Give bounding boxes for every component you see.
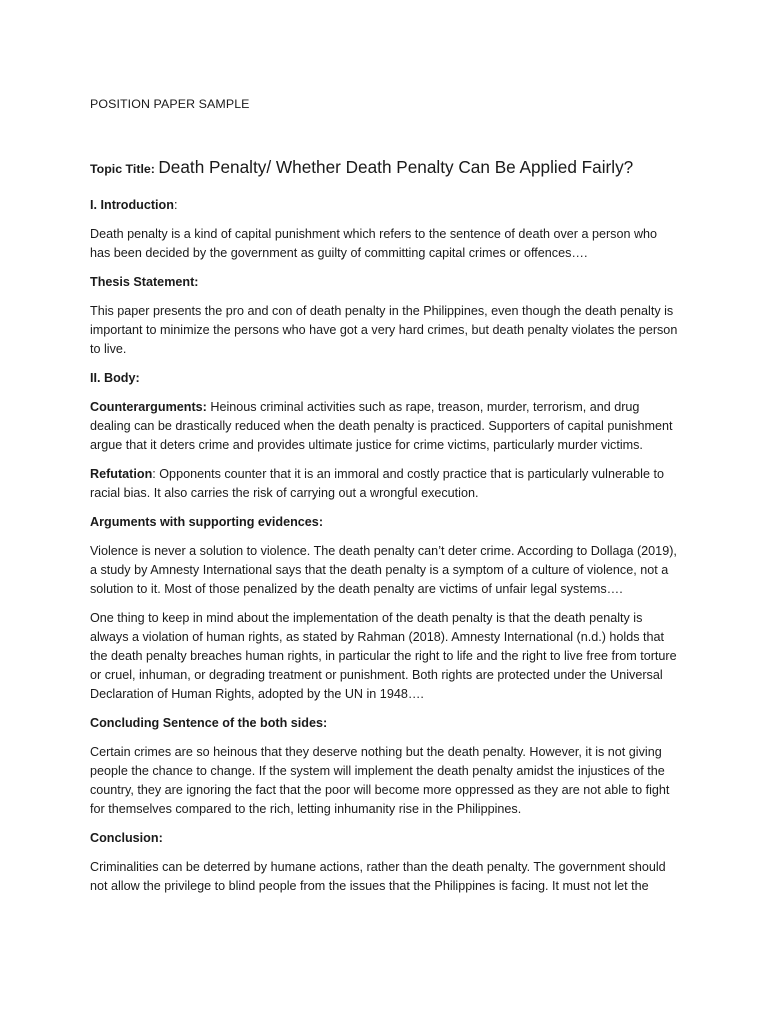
- document-title-line: [90, 156, 680, 180]
- arguments-heading: Arguments with supporting evidences:: [90, 515, 324, 529]
- refutation-text: : Opponents counter that it is an immoral and costly practice that is particularly vulnerable to racial bias. It also carries the risk of carrying out a wrongful execution.: [90, 467, 664, 500]
- concluding-heading: Concluding Sentence of the both sides:: [90, 716, 328, 730]
- thesis-heading: Thesis Statement:: [90, 275, 199, 289]
- concluding-paragraph: Certain crimes are so heinous that they deserve nothing but the death penalty. However, it is not giving people the chance to change. If the system will implement the death penalty amidst the injustices of the country, they are ignoring the fact that the poor will become more oppressed as they are not able to fight for themselves compared to the rich, letting inhumanity rise in the Philippines.: [90, 745, 670, 816]
- document-title: Death Penalty/ Whether Death Penalty Can Be Applied Fairly?: [158, 157, 634, 177]
- counterarguments-paragraph: [90, 398, 680, 455]
- arguments-paragraph-2: One thing to keep in mind about the implementation of the death penalty is that the death penalty is always a violation of human rights, as stated by Rahman (2018). Amnesty International (n.d.) holds that the death penalty breaches human rights, in particular the right to life and the right to live free from torture or cruel, inhuman, or degrading treatment or punishment. Both rights are protected under the Universal Declaration of Human Rights, adopted by the UN in 1948….: [90, 611, 677, 701]
- title-prefix: Topic Title:: [90, 162, 159, 176]
- document-label: POSITION PAPER SAMPLE: [90, 97, 250, 111]
- counterarguments-label: Counterarguments:: [90, 400, 207, 414]
- conclusion-heading: Conclusion:: [90, 831, 163, 845]
- arguments-paragraph-1: Violence is never a solution to violence. The death penalty can’t deter crime. According to Dollaga (2019), a study by Amnesty International says that the death penalty is a symptom of a culture of violence, not a solution to it. Most of those penalized by the death penalty are victims of unfair legal systems….: [90, 544, 677, 596]
- conclusion-paragraph: Criminalities can be deterred by humane actions, rather than the death penalty. The government should not allow the privilege to blind people from the issues that the Philippines is facing. It must not let the: [90, 860, 666, 893]
- intro-heading-suffix: :: [173, 198, 178, 212]
- refutation-label: Refutation: [90, 467, 153, 481]
- thesis-paragraph: This paper presents the pro and con of death penalty in the Philippines, even though the death penalty is important to minimize the persons who have got a very hard crimes, but death penalty violates the person to live.: [90, 304, 678, 356]
- intro-heading: I. Introduction: [90, 198, 174, 212]
- counterarguments-text: Heinous criminal activities such as rape, treason, murder, terrorism, and drug dealing can be drastically reduced when the death penalty is practiced. Supporters of capital punishment argue that it deters crime and provides ultimate justice for crime victims, particularly murder victims.: [90, 400, 673, 452]
- document-page: [90, 95, 680, 906]
- body-heading: II. Body:: [90, 371, 140, 385]
- intro-heading-line: [90, 196, 680, 215]
- refutation-paragraph: [90, 465, 680, 503]
- intro-paragraph: Death penalty is a kind of capital punishment which refers to the sentence of death over a person who has been decided by the government as guilty of committing capital crimes or offences….: [90, 227, 658, 260]
